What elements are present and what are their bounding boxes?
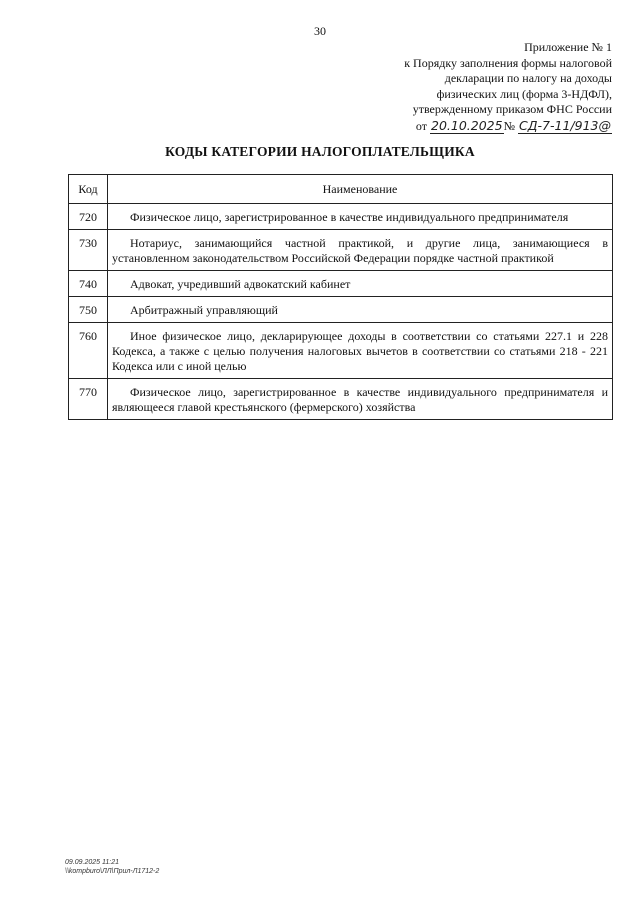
appendix-line: к Порядку заполнения формы налоговой bbox=[404, 55, 612, 70]
order-date: 20.10.2025 bbox=[431, 117, 503, 133]
print-datetime: 09.09.2025 11:21 bbox=[65, 859, 119, 866]
table-header-row bbox=[69, 175, 613, 204]
code-cell: 740 bbox=[69, 271, 108, 297]
order-prefix: от bbox=[415, 118, 428, 133]
order-reference bbox=[312, 118, 612, 135]
column-header-name: Наименование bbox=[108, 175, 613, 204]
code-cell: 720 bbox=[69, 204, 108, 230]
column-header-code: Код bbox=[69, 175, 108, 204]
code-cell: 750 bbox=[69, 297, 108, 323]
order-number: СД-7-11/913@ bbox=[519, 117, 611, 133]
name-cell: Физическое лицо, зарегистрированное в качестве индивидуального предпринимателя bbox=[108, 204, 613, 230]
print-footer bbox=[65, 858, 159, 876]
name-cell: Нотариус, занимающийся частной практикой, и другие лица, занимающиеся в установленном законодательством Российской Федерации порядке частной практикой bbox=[108, 230, 613, 271]
document-title: КОДЫ КАТЕГОРИИ НАЛОГОПЛАТЕЛЬЩИКА bbox=[165, 144, 475, 159]
code-cell: 760 bbox=[69, 323, 108, 379]
name-cell: Физическое лицо, зарегистрированное в качестве индивидуального предпринимателя и являющееся главой крестьянского (фермерского) хозяйства bbox=[108, 379, 613, 420]
table-row bbox=[69, 323, 613, 379]
order-number-label: № bbox=[503, 118, 516, 133]
code-cell: 730 bbox=[69, 230, 108, 271]
category-codes-table bbox=[68, 174, 613, 420]
name-cell: Арбитражный управляющий bbox=[108, 297, 613, 323]
file-path: \\kompburo\ЛЛ\Прил-Л1712-2 bbox=[65, 868, 160, 875]
table-row bbox=[69, 230, 613, 271]
table-row bbox=[69, 204, 613, 230]
appendix-line: декларации по налогу на доходы bbox=[444, 71, 612, 85]
name-cell: Иное физическое лицо, декларирующее доходы в соответствии со статьями 227.1 и 228 Кодекса, а также с целью получения налоговых вычетов в соответствии со статьями 218 - 221 Кодекса или с иной целью bbox=[108, 323, 613, 379]
appendix-line: Приложение № 1 bbox=[524, 40, 612, 54]
table-row bbox=[69, 271, 613, 297]
name-cell: Адвокат, учредивший адвокатский кабинет bbox=[108, 271, 613, 297]
appendix-line: утвержденному приказом ФНС России bbox=[412, 102, 612, 116]
table-row bbox=[69, 297, 613, 323]
page-number: 30 bbox=[314, 24, 326, 38]
table-row bbox=[69, 379, 613, 420]
appendix-line: физических лиц (форма 3-НДФЛ), bbox=[436, 86, 612, 101]
code-cell: 770 bbox=[69, 379, 108, 420]
appendix-header bbox=[312, 40, 612, 134]
